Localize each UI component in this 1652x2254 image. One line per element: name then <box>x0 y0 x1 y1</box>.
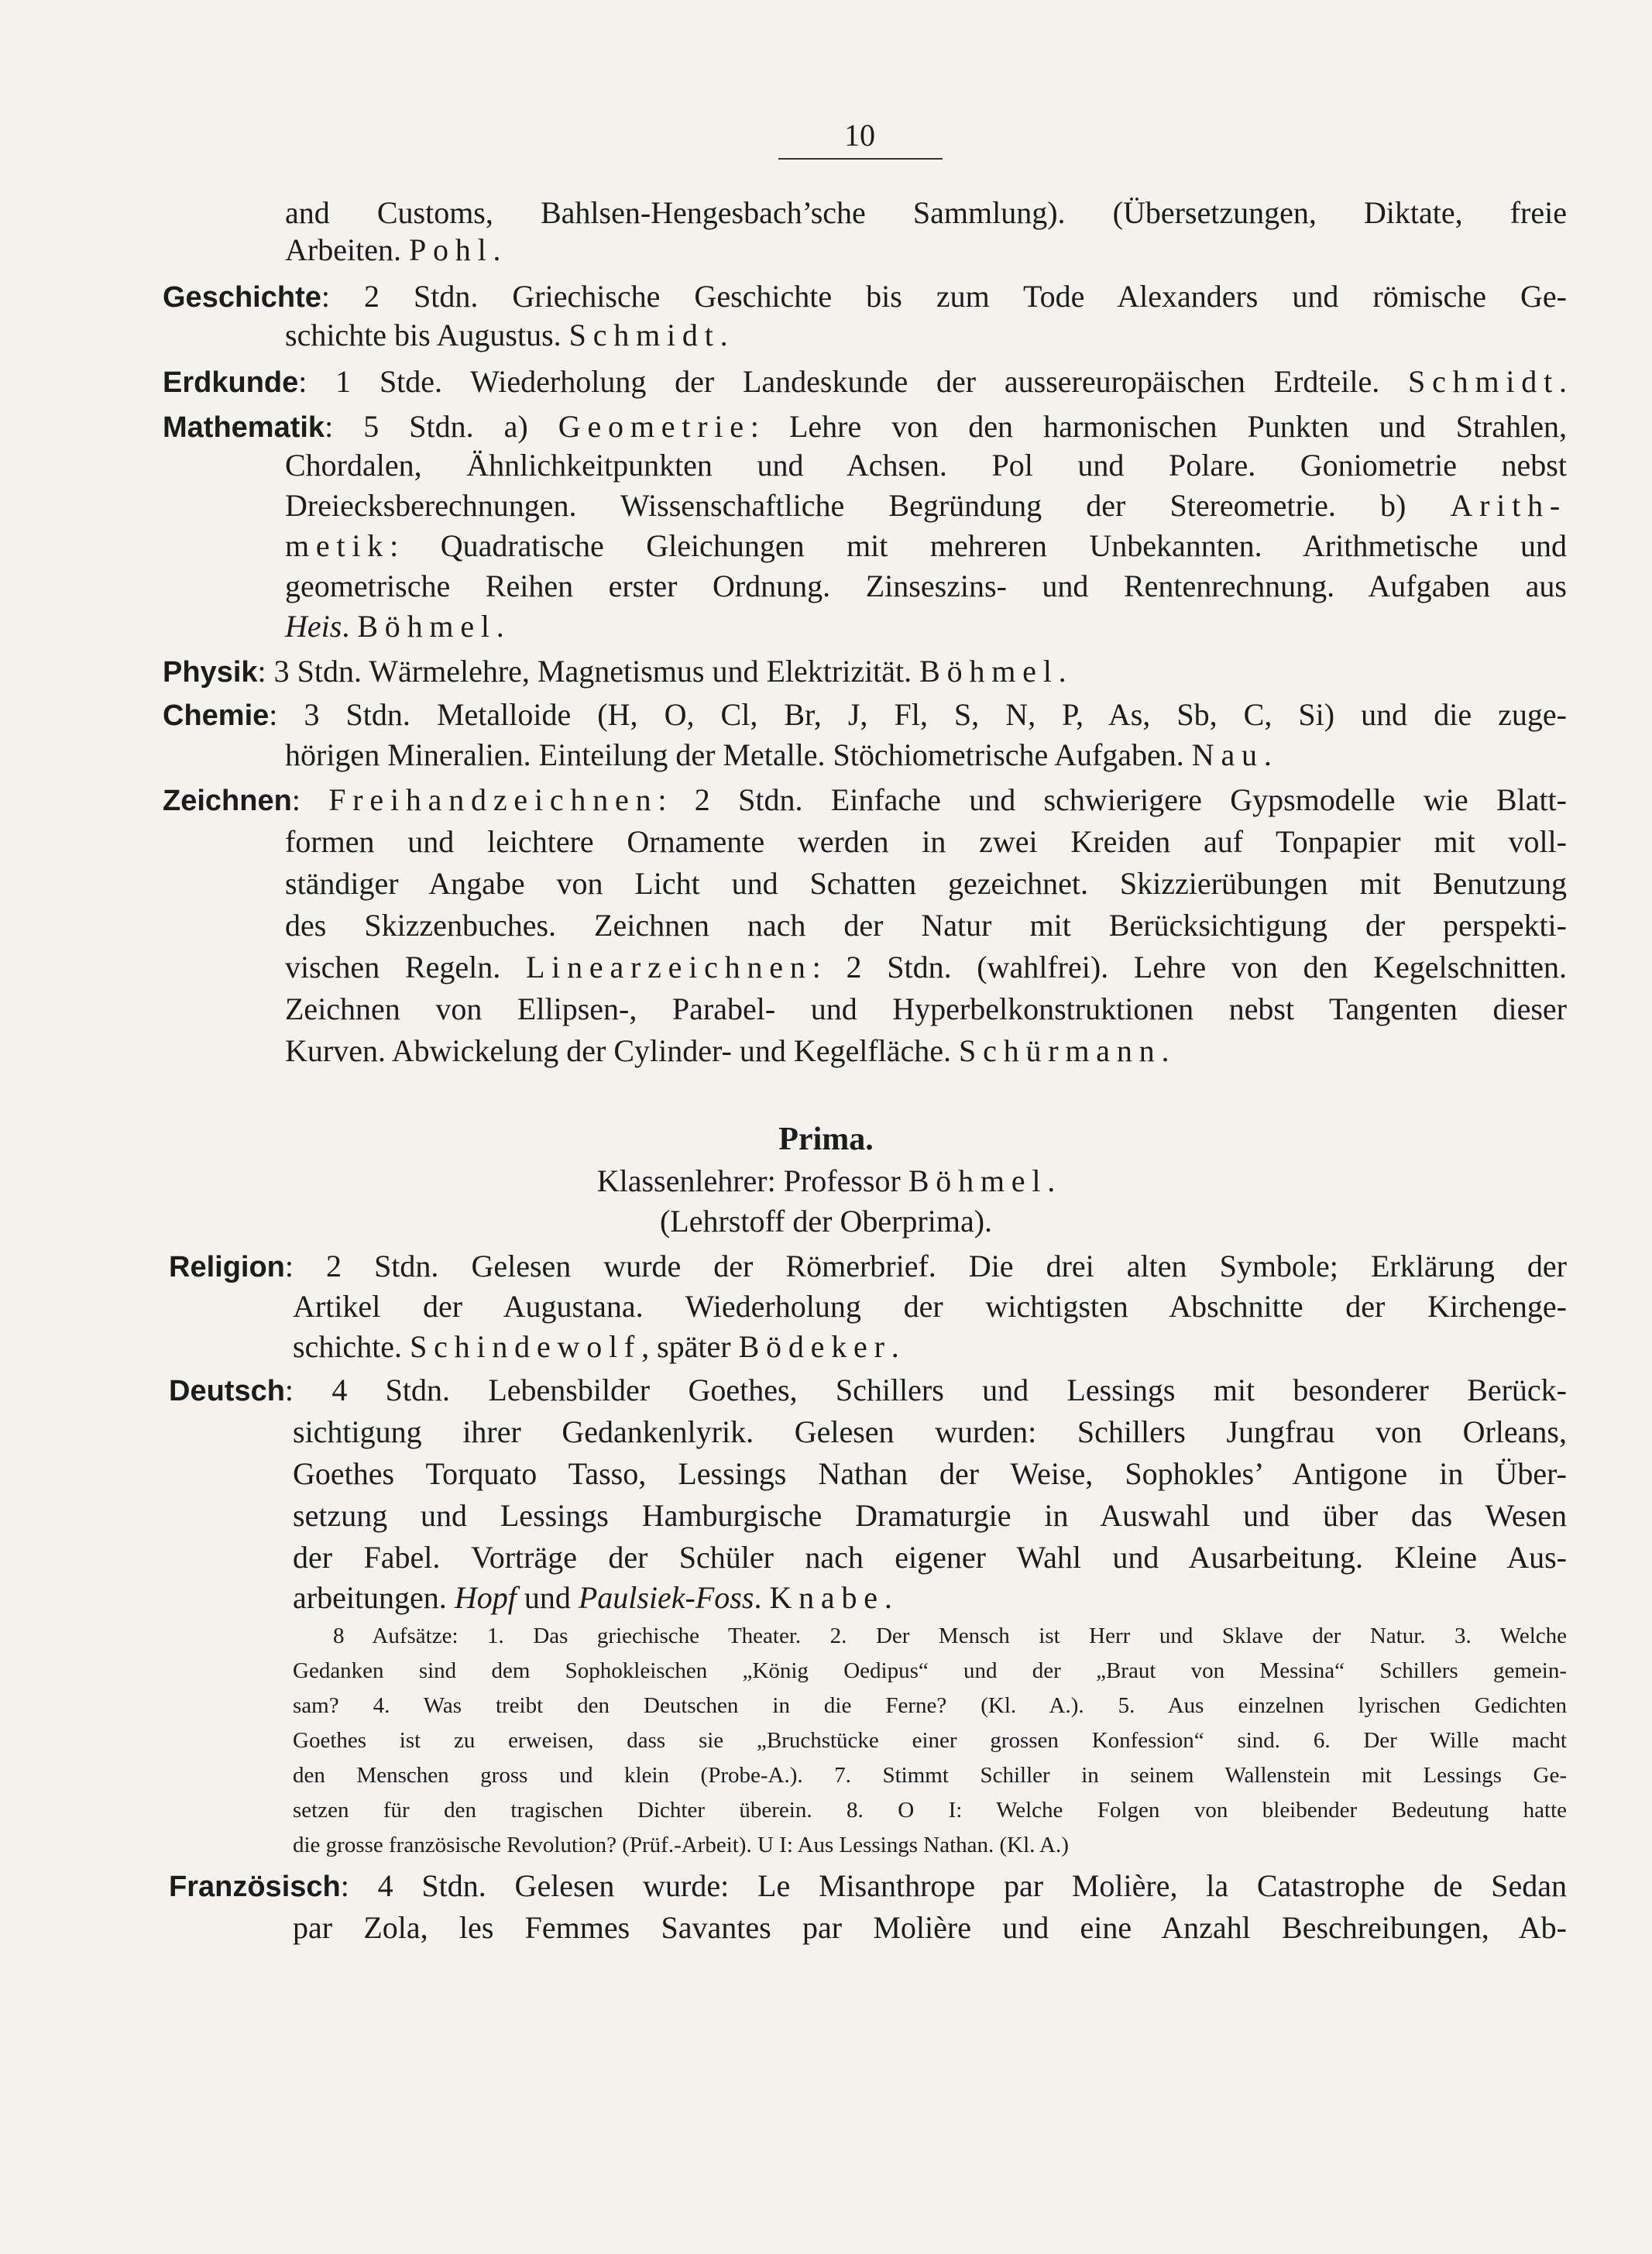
text-line: Zeichnen von Ellipsen-, Parabel- und Hyperbelkonstruktionen nebst Tangenten dieser <box>285 991 1567 1026</box>
text-line: metik: Quadratische Gleichungen mit mehreren Unbekannten. Arithmetische und <box>285 528 1567 563</box>
text-line: setzung und Lessings Hamburgische Dramaturgie in Auswahl und über das Wesen <box>293 1498 1567 1533</box>
subject-religion: Religion: 2 Stdn. Gelesen wurde der Römerbrief. Die drei alten Symbole; Erklärung der <box>169 1249 1567 1283</box>
section-heading: Prima. <box>778 1122 874 1157</box>
text-line: arbeitungen. Hopf und Paulsiek-Foss. Knabe. <box>293 1580 892 1615</box>
text-line: Arbeiten. Pohl. <box>285 232 501 267</box>
essay-list-line: 8 Aufsätze: 1. Das griechische Theater. 2. Der Mensch ist Herr und Sklave der Natur. 3. Welche <box>333 1623 1567 1648</box>
text-line: Kurven. Abwickelung der Cylinder- und Kegelfläche. Schürmann. <box>285 1033 1169 1068</box>
text-line: Chordalen, Ähnlichkeitpunkten und Achsen. Pol und Polare. Goniometrie nebst <box>285 448 1567 483</box>
text-line: and Customs, Bahlsen-Hengesbach’sche Sammlung). (Übersetzungen, Diktate, freie <box>285 195 1567 230</box>
text-line: Goethes Torquato Tasso, Lessings Nathan der Weise, Sophokles’ Antigone in Über- <box>293 1456 1567 1491</box>
subject-label: Physik <box>163 656 258 689</box>
teacher-name: Pohl <box>408 232 493 267</box>
subject-mathematik: Mathematik: 5 Stdn. a) Geometrie: Lehre von den harmonischen Punkten und Strahlen, <box>163 409 1568 444</box>
subject-deutsch: Deutsch: 4 Stdn. Lebensbilder Goethes, Schillers und Lessings mit besonderer Berück- <box>169 1373 1567 1407</box>
text-line: schichte. Schindewolf, später Bödeker. <box>293 1329 899 1364</box>
page-number: 10 <box>844 118 875 153</box>
subject-zeichnen: Zeichnen: Freihandzeichnen: 2 Stdn. Einfache und schwierigere Gypsmodelle wie Blatt- <box>163 782 1567 817</box>
subject-label: Deutsch <box>169 1375 285 1407</box>
subject-label: Französisch <box>169 1871 341 1903</box>
teacher-name: Böhmel <box>919 654 1059 689</box>
text-line: geometrische Reihen erster Ordnung. Zinseszins- und Rentenrechnung. Aufgaben aus <box>285 569 1567 603</box>
teacher-name: Schmidt <box>1408 364 1559 399</box>
subject-franzoesisch: Französisch: 4 Stdn. Gelesen wurde: Le Misanthrope par Molière, la Catastrophe de Sedan <box>169 1868 1567 1903</box>
subject-label: Mathematik <box>163 411 325 444</box>
essay-list-line: die grosse französische Revolution? (Prüf.-Arbeit). U I: Aus Lessings Nathan. (Kl. A.) <box>293 1833 1069 1857</box>
teacher-name: Knabe <box>769 1580 884 1615</box>
text-line: Heis. Böhmel. <box>285 609 504 644</box>
text-line: ständiger Angabe von Licht und Schatten gezeichnet. Skizzierübungen mit Benutzung <box>285 866 1567 901</box>
teacher-name: Böhmel <box>357 609 496 644</box>
teacher-name: Nau <box>1191 737 1264 772</box>
text-line: par Zola, les Femmes Savantes par Molière und eine Anzahl Beschreibungen, Ab- <box>293 1910 1567 1945</box>
subject-label: Erdkunde <box>163 366 299 399</box>
text-line: vischen Regeln. Linearzeichnen: 2 Stdn. (wahlfrei). Lehre von den Kegelschnitten. <box>285 950 1567 984</box>
essay-list-line: den Menschen gross und klein (Probe-A.). 7. Stimmt Schiller in seinem Wallenstein mit Lessings Ge- <box>293 1763 1567 1788</box>
subject-chemie: Chemie: 3 Stdn. Metalloide (H, O, Cl, Br, J, Fl, S, N, P, As, Sb, C, Si) und die zuge- <box>163 697 1567 732</box>
teacher-name: Schindewolf <box>410 1329 642 1364</box>
subject-physik: Physik: 3 Stdn. Wärmelehre, Magnetismus und Elektrizität. Böhmel. <box>163 654 1066 689</box>
text-line: formen und leichtere Ornamente werden in zwei Kreiden auf Tonpapier mit voll- <box>285 824 1567 859</box>
text-line: schichte bis Augustus. Schmidt. <box>285 318 728 352</box>
essay-list-line: Gedanken sind dem Sophokleischen „König Oedipus“ und der „Braut von Messina“ Schillers gemein- <box>293 1658 1567 1683</box>
teacher-name: Böhmel <box>908 1163 1048 1198</box>
subject-geschichte: Geschichte: 2 Stdn. Griechische Geschichte bis zum Tode Alexanders und römische Ge- <box>163 279 1567 314</box>
page-number-rule <box>778 158 943 160</box>
subject-erdkunde: Erdkunde: 1 Stde. Wiederholung der Landeskunde der aussereuropäischen Erdteile. Schmidt. <box>163 364 1567 399</box>
subject-label: Religion <box>169 1251 285 1283</box>
subject-label: Geschichte <box>163 281 321 314</box>
curriculum-note: (Lehrstoff der Oberprima). <box>659 1204 993 1239</box>
teacher-name: Schmidt <box>568 318 720 352</box>
text-line: sichtigung ihrer Gedankenlyrik. Gelesen wurden: Schillers Jungfrau von Orleans, <box>293 1414 1567 1449</box>
text-line: Dreiecksberechnungen. Wissenschaftliche Begründung der Stereometrie. b) Arith- <box>285 488 1567 523</box>
teacher-name: Schürmann <box>959 1033 1162 1068</box>
text-line: hörigen Mineralien. Einteilung der Metalle. Stöchiometrische Aufgaben. Nau. <box>285 737 1272 772</box>
teacher-name: Bödeker <box>738 1329 891 1364</box>
text-line: der Fabel. Vorträge der Schüler nach eigener Wahl und Ausarbeitung. Kleine Aus- <box>293 1540 1567 1575</box>
subject-label: Chemie <box>163 699 270 732</box>
subject-label: Zeichnen <box>163 785 292 817</box>
text-line: Artikel der Augustana. Wiederholung der wichtigsten Abschnitte der Kirchenge- <box>293 1289 1567 1324</box>
essay-list-line: Goethes ist zu erweisen, dass sie „Bruchstücke einer grossen Konfession“ sind. 6. Der Wille macht <box>293 1728 1567 1753</box>
class-teacher-line: Klassenlehrer: Professor Böhmel. <box>596 1163 1056 1198</box>
essay-list-line: setzen für den tragischen Dichter überein. 8. O I: Welche Folgen von bleibender Bedeutung hatte <box>293 1798 1567 1823</box>
text-line: des Skizzenbuches. Zeichnen nach der Natur mit Berücksichtigung der perspekti- <box>285 908 1567 943</box>
essay-list-line: sam? 4. Was treibt den Deutschen in die Ferne? (Kl. A.). 5. Aus einzelnen lyrischen Gedichten <box>293 1693 1567 1718</box>
